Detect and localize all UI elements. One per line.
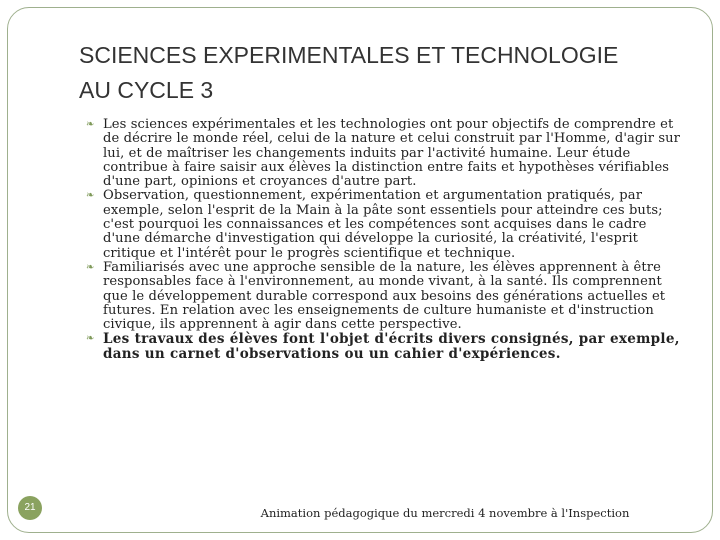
bullet-item bbox=[86, 189, 681, 260]
leaf-bullet-icon: ❧ bbox=[86, 333, 95, 345]
bullet-text: Les travaux des élèves font l'objet d'écrits divers consignés, par exemple, dans un carnet d'observations ou un cahier d'expériences. bbox=[103, 331, 680, 362]
title-line-1: SCIENCES EXPERIMENTALES ET TECHNOLOGIE bbox=[79, 42, 619, 68]
bullet-item bbox=[86, 118, 681, 189]
leaf-bullet-icon: ❧ bbox=[86, 190, 95, 202]
bullet-item bbox=[86, 332, 681, 361]
bullet-text: Les sciences expérimentales et les technologies ont pour objectifs de comprendre et de décrire le monde réel, celui de la nature et celui construit par l'Homme, d'agir sur lui, et de maîtriser les changements induits par l'activité humaine. Leur étude contribue à faire saisir aux élèves la distinction entre faits et hypothèses vérifiables d'une part, opinions et croyances d'autre part. bbox=[103, 117, 681, 190]
slide-title bbox=[79, 38, 679, 108]
bullet-item bbox=[86, 261, 681, 332]
bullet-text: Observation, questionnement, expérimentation et argumentation pratiqués, par exemple, selon l'esprit de la Main à la pâte sont essentiels pour atteindre ces buts; c'est pourquoi les connaissances et les compétences sont acquises dans le cadre d'une démarche d'investigation qui développe la curiosité, la créativité, l'esprit critique et l'intérêt pour le progrès scientifique et technique. bbox=[103, 188, 663, 261]
leaf-bullet-icon: ❧ bbox=[86, 261, 95, 273]
slide-footer: Animation pédagogique du mercredi 4 novembre à l'Inspection bbox=[260, 506, 630, 520]
page-number-badge: 21 bbox=[18, 496, 42, 520]
bullet-text: Familiarisés avec une approche sensible de la nature, les élèves apprennent à être responsables face à l'environnement, au monde vivant, à la santé. Ils comprennent que le développement durable correspond aux besoins des générations actuelles et futures. En relation avec les enseignements de culture humaniste et d'instruction civique, ils apprennent à agir dans cette perspective. bbox=[103, 259, 666, 333]
bullet-list bbox=[86, 118, 681, 361]
leaf-bullet-icon: ❧ bbox=[86, 119, 95, 130]
title-line-2: AU CYCLE 3 bbox=[79, 77, 214, 103]
